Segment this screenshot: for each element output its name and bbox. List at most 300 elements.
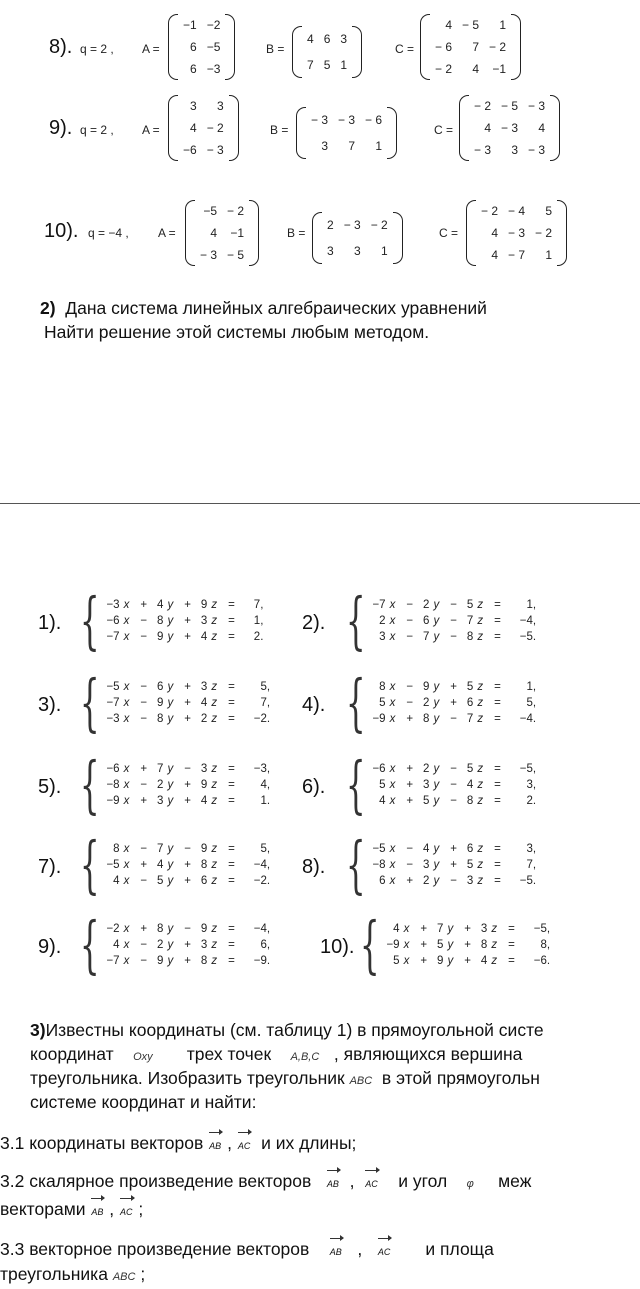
equation-term: + [420,955,428,967]
matrix-cell: −1 [183,18,197,32]
equation-term: y [447,923,454,935]
equation-term: x [403,939,410,951]
matrix-cell: − 3 [528,99,546,113]
s3-text: 3.3 векторное произведение векторов [0,1239,310,1259]
equation-term: + [140,599,148,611]
equation-term: 8 [200,955,208,967]
equation-term: = [494,875,501,887]
equation-term: x [389,875,396,887]
equation-term: + [420,923,428,935]
matrix-cell: 4 [445,18,453,32]
equation-term: − [450,615,457,627]
matrix-a [168,14,235,80]
equation-term: y [167,923,174,935]
matrix-c [466,200,567,266]
equation-term: + [184,955,191,967]
equation-term: = [228,795,235,807]
matrix-c [459,95,560,161]
matrix-cell: − 3 [338,113,356,127]
equation-term: z [477,697,484,709]
triangle-label: ABC [349,1075,373,1087]
equation-term: 8 [113,843,120,855]
equation-term: = [228,779,235,791]
equation-term: + [140,859,148,871]
equation-term: − [450,763,457,775]
equation-term: 1, [526,599,537,611]
equation-term: z [477,631,484,643]
equation-term: z [211,763,218,775]
vector-ac: AC [364,1172,379,1196]
equation-term: 5 [466,763,474,775]
equation-term: + [450,843,457,855]
matrix-cell: 3 [354,244,361,258]
equation-term: 5 [437,939,444,951]
equation-term: 2 [423,599,430,611]
equation-term: −9 [106,795,120,807]
equation-term: + [464,923,471,935]
equation-term: = [228,875,235,887]
matrix-cell: 1 [340,58,348,72]
equation-term: = [494,779,501,791]
equation-term: y [167,697,174,709]
matrix-cell: −3 [206,62,221,76]
equation-term: = [508,923,515,935]
equation-term: x [123,713,130,725]
system-label: 7). [38,856,62,878]
equation-term: 4 [113,875,120,887]
matrix-cell: 5 [323,58,331,72]
equation-term: z [211,599,218,611]
equation-term: −3 [106,713,120,725]
equation-term: 7 [157,763,164,775]
equation-term: = [228,923,235,935]
equation-term: 5 [466,599,474,611]
equation-term: 4 [200,631,208,643]
equation-term: − [406,599,414,611]
equation-term: x [389,859,396,871]
equation-term: 9 [200,923,208,935]
matrix-cell: − 3 [206,143,224,157]
equation-term: 3 [466,875,474,887]
matrix-cell: 3 [190,99,197,113]
equation-term: x [389,697,396,709]
equation-term: 1, [526,681,537,693]
equation-term: 8 [157,923,164,935]
equation-term: z [211,939,218,951]
equation-term: z [477,615,484,627]
vector-ac: AC [119,1200,134,1224]
equation-term: z [477,779,484,791]
equation-term: − [450,631,457,643]
equation-term: + [464,955,471,967]
equation-term: −8 [372,859,386,871]
equation-term: 2 [379,615,386,627]
subtask-3-1 [0,1131,356,1158]
equation-term: y [433,779,440,791]
task3-text2e: , являющихся вершина [333,1044,523,1064]
s2-comma: , [349,1171,355,1191]
equation-term: 4 [157,599,164,611]
matrix-cell: 1 [545,248,553,262]
equation-term: y [447,939,454,951]
matrix-cell: − 5 [462,18,480,32]
equation-term: + [450,859,457,871]
equation-term: z [211,875,218,887]
task3-text3a: треугольника. Изобразить треугольник [30,1068,345,1088]
equation-term: z [211,779,218,791]
equation-term: z [477,795,484,807]
equation-term: + [450,681,457,693]
matrix-cell: − 3 [311,113,329,127]
equation-term: x [123,599,130,611]
equation-term: + [464,939,471,951]
equation-term: 8 [200,859,208,871]
equation-term: y [167,615,174,627]
brace-icon: { [345,748,366,821]
equation-term: + [406,713,414,725]
equation-term: 2. [526,795,537,807]
matrix-cell: 3 [217,99,224,113]
task3-text2a: координат [30,1044,114,1064]
equation-term: y [167,955,174,967]
matrix-cell: 6 [190,40,197,54]
equation-term: z [491,923,498,935]
equation-term: 5 [423,795,430,807]
equation-term: + [184,681,191,693]
equation-system [70,828,273,901]
equation-term: y [433,599,440,611]
equation-term: y [433,859,440,871]
equation-term: = [494,615,501,627]
matrix-cell: − 6 [435,40,453,54]
matrix-cell: −5 [206,40,221,54]
exercise-label: 10). [44,220,79,242]
equation-term: 7, [260,697,271,709]
equation-term: x [123,763,130,775]
task3-text2c: трех точек [186,1044,272,1064]
equation-term: 5 [393,955,400,967]
equation-term: + [184,795,191,807]
matrix-a-label: A = [158,226,176,240]
equation-term: 8, [540,939,551,951]
exercise-label: 8). [49,36,73,58]
equation-term: + [184,939,191,951]
equation-term: − [450,779,457,791]
equation-term: y [167,843,174,855]
equation-term: − [406,843,414,855]
equation-term: z [211,795,218,807]
equation-term: + [184,615,191,627]
equation-term: z [491,955,498,967]
equation-term: y [433,795,440,807]
equation-term: − [406,615,414,627]
section-divider [0,503,640,504]
equation-term: −5. [519,631,537,643]
q-value: q = 2 , [80,123,114,137]
equation-term: + [140,923,148,935]
equation-term: y [447,955,454,967]
equation-term: 8 [466,631,474,643]
equation-term: 5, [260,843,271,855]
equation-term: −9 [386,939,400,951]
equation-term: 4, [260,779,271,791]
equation-term: 2 [423,875,430,887]
equation-term: −5, [519,763,537,775]
equation-term: = [508,955,515,967]
matrix-cell: − 2 [481,204,499,218]
matrix-cell: 4 [491,248,499,262]
equation-system [70,666,273,739]
brace-icon: { [79,666,100,739]
equation-term: z [477,681,484,693]
equation-term: x [389,779,396,791]
equation-term: = [494,697,501,709]
brace-icon: { [79,908,100,981]
matrix-cell: − 2 [370,218,388,232]
matrix-cell: 6 [323,32,331,46]
equation-term: 6 [379,875,386,887]
equation-system [336,748,539,821]
system-label: 10). [320,936,355,958]
equation-system [336,828,539,901]
system-label: 8). [302,856,326,878]
equation-term: −6 [106,615,120,627]
equation-term: −4, [253,859,271,871]
equation-term: − [450,875,457,887]
equation-system [70,748,273,821]
matrix-a-label: A = [142,42,160,56]
equation-term: y [167,681,174,693]
matrix-cell: − 7 [508,248,526,262]
equation-term: x [389,843,396,855]
matrix-cell: 1 [381,244,388,258]
equation-term: = [228,615,235,627]
s2-comma2: , [109,1199,115,1219]
equation-term: 4 [157,859,164,871]
matrix-cell: 3 [327,244,334,258]
q-value: q = −4 , [88,226,129,240]
equation-term: −6 [106,763,120,775]
equation-term: 8 [423,713,430,725]
equation-term: 3 [480,923,488,935]
matrix-b-label: B = [270,123,289,137]
equation-term: x [123,681,130,693]
equation-term: 3 [200,763,208,775]
equation-term: 8 [466,795,474,807]
system-label: 6). [302,776,326,798]
equation-term: x [123,697,130,709]
equation-term: x [123,859,130,871]
matrix-cell: −2 [206,18,221,32]
equation-term: 9 [423,681,430,693]
brace-icon: { [345,666,366,739]
matrix-b [292,26,362,78]
equation-term: 2 [200,713,208,725]
vector-ab: AB [90,1200,104,1224]
equation-system [336,584,539,657]
equation-term: − [184,923,191,935]
equation-term: x [389,763,396,775]
equation-term: − [450,713,457,725]
equation-term: 2. [253,631,264,643]
matrix-cell: 5 [545,204,553,218]
s3-comma: , [357,1239,363,1259]
equation-term: −9. [253,955,271,967]
equation-term: + [184,875,191,887]
matrix-cell: − 2 [535,226,553,240]
equation-term: + [450,697,457,709]
equation-term: z [211,843,218,855]
matrix-cell: − 5 [501,99,519,113]
matrix-a [185,200,259,266]
vector-ab: AB [208,1134,222,1158]
matrix-cell: − 3 [528,143,546,157]
equation-term: 6 [200,875,208,887]
equation-term: 3 [157,795,164,807]
matrix-cell: − 3 [474,143,492,157]
equation-term: + [420,939,428,951]
equation-term: = [228,955,235,967]
equation-term: x [389,795,396,807]
equation-term: y [167,599,174,611]
equation-term: −8 [106,779,120,791]
task3-text3c: в этой прямоугольн [381,1068,540,1088]
equation-term: 6 [423,615,430,627]
equation-term: z [491,939,498,951]
equation-term: − [406,697,414,709]
matrix-cell: 7 [472,40,480,54]
equation-term: − [140,875,148,887]
equation-term: 4 [379,795,386,807]
s2-angle: и угол [398,1171,448,1191]
matrix-cell: 4 [307,32,314,46]
brace-icon: { [359,908,380,981]
equation-term: x [389,681,396,693]
equation-term: − [406,681,414,693]
equation-term: x [389,713,396,725]
matrix-cell: − 5 [227,248,245,262]
matrix-cell: − 3 [508,226,526,240]
equation-term: 9 [157,697,164,709]
equation-term: 3 [423,779,430,791]
equation-term: = [228,681,235,693]
s1-tail: и их длины; [261,1133,357,1153]
equation-term: −5. [519,875,537,887]
equation-term: x [123,843,130,855]
equation-term: + [184,779,191,791]
equation-term: = [494,599,501,611]
equation-term: = [228,631,235,643]
s2-semicolon: ; [138,1199,144,1219]
task3-line2 [30,1042,640,1069]
matrix-cell: −5 [203,204,218,218]
equation-term: 5 [157,875,164,887]
matrix-c [420,14,521,80]
matrix-b-label: B = [266,42,285,56]
equation-term: −3 [106,599,120,611]
equation-term: −4, [519,615,537,627]
exercise-label: 9). [49,117,73,139]
equation-term: 5, [526,697,537,709]
matrix-cell: − 2 [474,99,492,113]
equation-term: y [433,763,440,775]
subtask-3-3 [0,1237,494,1264]
equation-system [336,666,539,739]
equation-term: −3, [253,763,271,775]
q-value: q = 2 , [80,42,114,56]
matrix-cell: 4 [472,62,480,76]
subtask-3-3-cont [0,1262,145,1289]
s2-text: 3.2 скалярное произведение векторов [0,1171,312,1191]
equation-term: = [494,859,501,871]
equation-term: 4 [466,779,474,791]
system-label: 1). [38,612,62,634]
equation-term: y [167,875,174,887]
equation-term: x [123,779,130,791]
task2-heading [40,296,487,320]
matrix-b-label: B = [287,226,306,240]
system-label: 4). [302,694,326,716]
matrix-cell: 1 [499,18,507,32]
vector-ac: AC [377,1240,392,1264]
equation-term: + [140,763,148,775]
subtask-3-2 [0,1169,531,1196]
equation-term: 4 [200,795,208,807]
equation-term: − [406,859,414,871]
equation-term: z [477,843,484,855]
equation-term: 6 [466,843,474,855]
equation-term: x [123,615,130,627]
task2-line2: Найти решение этой системы любым методом. [44,322,430,342]
equation-term: z [477,875,484,887]
matrix-cell: −1 [230,226,245,240]
equation-term: + [406,875,414,887]
s2-vectors-word: векторами [0,1199,86,1219]
matrix-c-label: C = [434,123,454,137]
equation-term: = [228,599,235,611]
equation-term: 4 [423,843,430,855]
equation-term: −5 [106,681,120,693]
equation-term: 9 [157,631,164,643]
subtask-3-2-cont [0,1197,143,1224]
equation-term: = [494,843,501,855]
equation-term: y [167,795,174,807]
s2-between: меж [498,1171,532,1191]
matrix-c-label: C = [439,226,459,240]
equation-term: x [123,875,130,887]
s1-comma: , [227,1133,232,1153]
equation-term: −7 [106,955,120,967]
equation-term: 8 [379,681,386,693]
s3-triangle-word: треугольника [0,1264,108,1284]
equation-term: − [184,843,191,855]
equation-term: z [477,713,484,725]
matrix-cell: 4 [491,226,499,240]
equation-term: 5 [379,779,386,791]
equation-term: − [140,681,148,693]
equation-term: y [433,697,440,709]
equation-term: 6 [157,681,164,693]
matrix-cell: − 3 [200,248,218,262]
equation-term: 1. [260,795,271,807]
equation-term: 3 [423,859,430,871]
equation-term: y [167,939,174,951]
brace-icon: { [345,584,366,657]
equation-term: y [167,859,174,871]
system-label: 9). [38,936,62,958]
equation-term: = [228,859,235,871]
equation-term: = [494,713,501,725]
